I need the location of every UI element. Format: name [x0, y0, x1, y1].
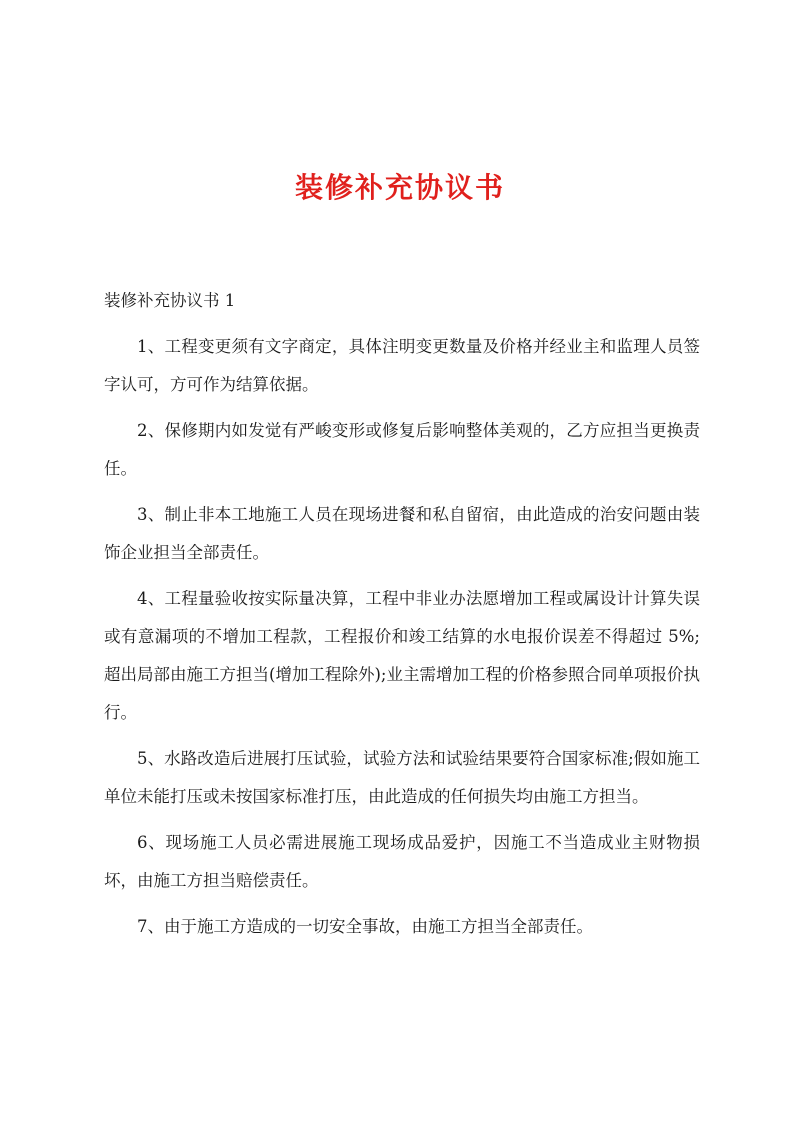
- clause-3: 3、制止非本工地施工人员在现场进餐和私自留宿，由此造成的治安问题由装饰企业担当全部责任。: [104, 505, 700, 562]
- section-subheading: 装修补充协议书 1: [104, 291, 236, 310]
- clause-4: 4、工程量验收按实际量决算，工程中非业办法愿增加工程或属设计计算失误或有意漏项的不增加工程款，工程报价和竣工结算的水电报价误差不得超过 5%;超出局部由施工方担当(增加工程除外);业主需增加工程的价格参照合同单项报价执行。: [104, 589, 700, 722]
- clause-2: 2、保修期内如发觉有严峻变形或修复后影响整体美观的，乙方应担当更换责任。: [104, 421, 700, 478]
- clause-5: 5、水路改造后进展打压试验，试验方法和试验结果要符合国家标准;假如施工单位未能打压或未按国家标准打压，由此造成的任何损失均由施工方担当。: [104, 749, 700, 806]
- clause-1: 1、工程变更须有文字商定，具体注明变更数量及价格并经业主和监理人员签字认可，方可作为结算依据。: [104, 337, 700, 394]
- clause-7: 7、由于施工方造成的一切安全事故，由施工方担当全部责任。: [137, 917, 593, 936]
- document-title: 装修补充协议书: [294, 171, 505, 204]
- clause-6: 6、现场施工人员必需进展施工现场成品爱护，因施工不当造成业主财物损坏，由施工方担当赔偿责任。: [104, 833, 700, 890]
- document-body: [104, 282, 700, 946]
